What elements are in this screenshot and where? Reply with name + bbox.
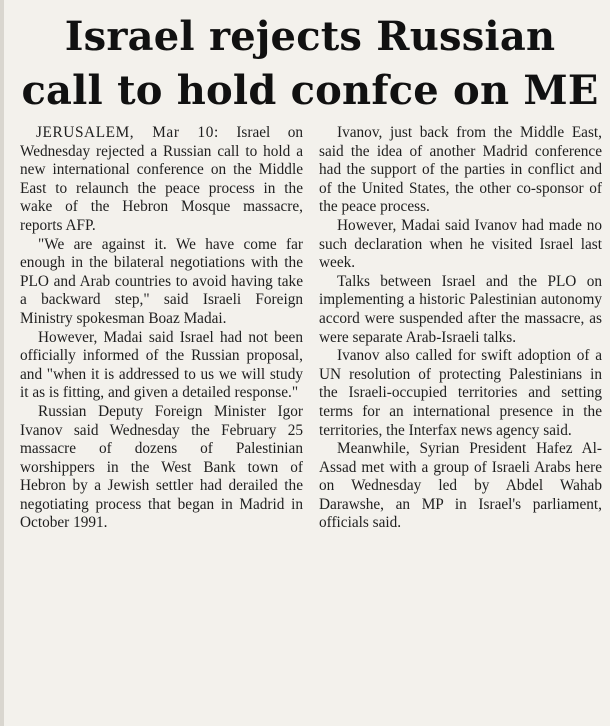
clipping-edge	[0, 0, 4, 726]
paragraph: However, Madai said Israel had not been officially informed of the Russian proposal, and "when it is addressed to us we will study it as is fitting, and given a detailed response."	[20, 328, 303, 402]
headline-line-1: Israel rejects Russian	[64, 13, 556, 60]
paragraph: "We are against it. We have come far enough in the bilateral negotiations with the PLO and Arab countries to avoid having take a backward step," said Israeli Foreign Ministry spokesman Boaz Madai.	[20, 235, 303, 327]
article-body	[20, 124, 602, 724]
paragraph: Ivanov also called for swift adoption of a UN resolution of protecting Palestinians in the Israeli-occupied territories and setting terms for an international presence in the territories, the Interfax news agency said.	[319, 347, 602, 439]
paragraph: However, Madai said Ivanov had made no such declaration when he visited Israel last week.	[319, 216, 602, 272]
dateline: JERUSALEM, Mar 10:	[36, 124, 219, 141]
paragraph-text: Israel on Wednesday rejected a Russian call to hold a new international conference on the Middle East to relaunch the peace process in the wake of the Hebron Mosque massacre, reports AFP.	[20, 124, 303, 234]
column-left	[20, 124, 303, 724]
paragraph	[20, 124, 303, 236]
column-right	[319, 124, 602, 724]
paragraph: Talks between Israel and the PLO on implementing a historic Palestinian autonomy accord were suspended after the massacre, as were separate Arab-Israeli talks.	[319, 272, 602, 346]
headline-line-2: call to hold confce on ME	[21, 67, 599, 114]
paragraph: Meanwhile, Syrian President Hafez Al-Assad met with a group of Israeli Arabs here on Wednesday led by Abdel Wahab Darawshe, an MP in Israel's parliament, officials said.	[319, 440, 602, 532]
headline	[18, 10, 602, 118]
paragraph: Ivanov, just back from the Middle East, said the idea of another Madrid conference had the support of the parties in conflict and of the United States, the other co-sponsor of the peace process.	[319, 124, 602, 216]
paragraph: Russian Deputy Foreign Minister Igor Ivanov said Wednesday the February 25 massacre of dozens of Palestinian worshippers in the West Bank town of Hebron by a Jewish settler had derailed the negotiating process that began in Madrid in October 1991.	[20, 402, 303, 532]
